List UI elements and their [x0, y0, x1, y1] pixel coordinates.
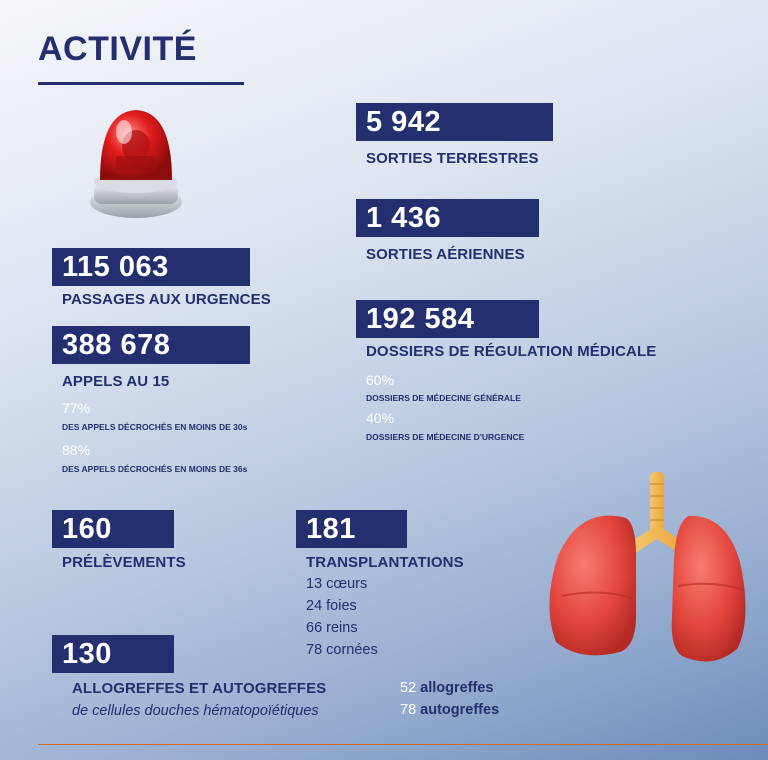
- terrestres-value: 5 942: [356, 103, 553, 141]
- aeriennes-value: 1 436: [356, 199, 539, 237]
- urgences-label: PASSAGES AUX URGENCES: [62, 291, 271, 308]
- title-underline: [38, 82, 244, 85]
- greffe-count: 78: [400, 702, 417, 718]
- aeriennes-label: SORTIES AÉRIENNES: [366, 246, 525, 263]
- transplantations-value: 181: [296, 510, 407, 548]
- terrestres-label: SORTIES TERRESTRES: [366, 150, 539, 167]
- greffe-type: autogreffes: [420, 702, 500, 718]
- transplantations-label: TRANSPLANTATIONS: [306, 554, 464, 571]
- appels-value: 388 678: [52, 326, 250, 364]
- allogreffes-label: ALLOGREFFES ET AUTOGREFFES: [72, 680, 327, 697]
- regulation-value: 192 584: [356, 300, 539, 338]
- transplant-item: 13 cœurs: [306, 576, 368, 592]
- transplant-item: 24 foies: [306, 598, 357, 614]
- transplant-item: 78 cornées: [306, 642, 378, 658]
- appels-label: APPELS AU 15: [62, 373, 170, 390]
- appels-stat-pct: 88%: [62, 442, 91, 458]
- prelevements-value: 160: [52, 510, 174, 548]
- bottom-divider: [38, 744, 768, 745]
- appels-stat-desc: DES APPELS DÉCROCHÉS EN MOINS DE 30s: [62, 422, 248, 432]
- allogreffes-value: 130: [52, 635, 174, 673]
- allogreffes-sublabel: de cellules douches hématopoïétiques: [72, 703, 319, 719]
- prelevements-label: PRÉLÈVEMENTS: [62, 554, 186, 571]
- transplant-item: 66 reins: [306, 620, 358, 636]
- greffe-breakdown-row: [400, 702, 499, 718]
- page-title: ACTIVITÉ: [38, 30, 197, 68]
- siren-icon: [80, 98, 192, 226]
- regulation-label: DOSSIERS DE RÉGULATION MÉDICALE: [366, 343, 657, 360]
- regulation-stat-pct: 60%: [366, 372, 395, 388]
- urgences-value: 115 063: [52, 248, 250, 286]
- regulation-stat-pct: 40%: [366, 410, 395, 426]
- appels-stat-pct: 77%: [62, 400, 91, 416]
- regulation-stat-desc: DOSSIERS DE MÉDECINE D'URGENCE: [366, 432, 525, 442]
- appels-stat-desc: DES APPELS DÉCROCHÉS EN MOINS DE 36s: [62, 464, 248, 474]
- regulation-stat-desc: DOSSIERS DE MÉDECINE GÉNÉRALE: [366, 393, 521, 403]
- lungs-icon: [540, 466, 750, 678]
- greffe-type: allogreffes: [420, 680, 494, 696]
- greffe-breakdown-row: [400, 680, 494, 696]
- greffe-count: 52: [400, 680, 417, 696]
